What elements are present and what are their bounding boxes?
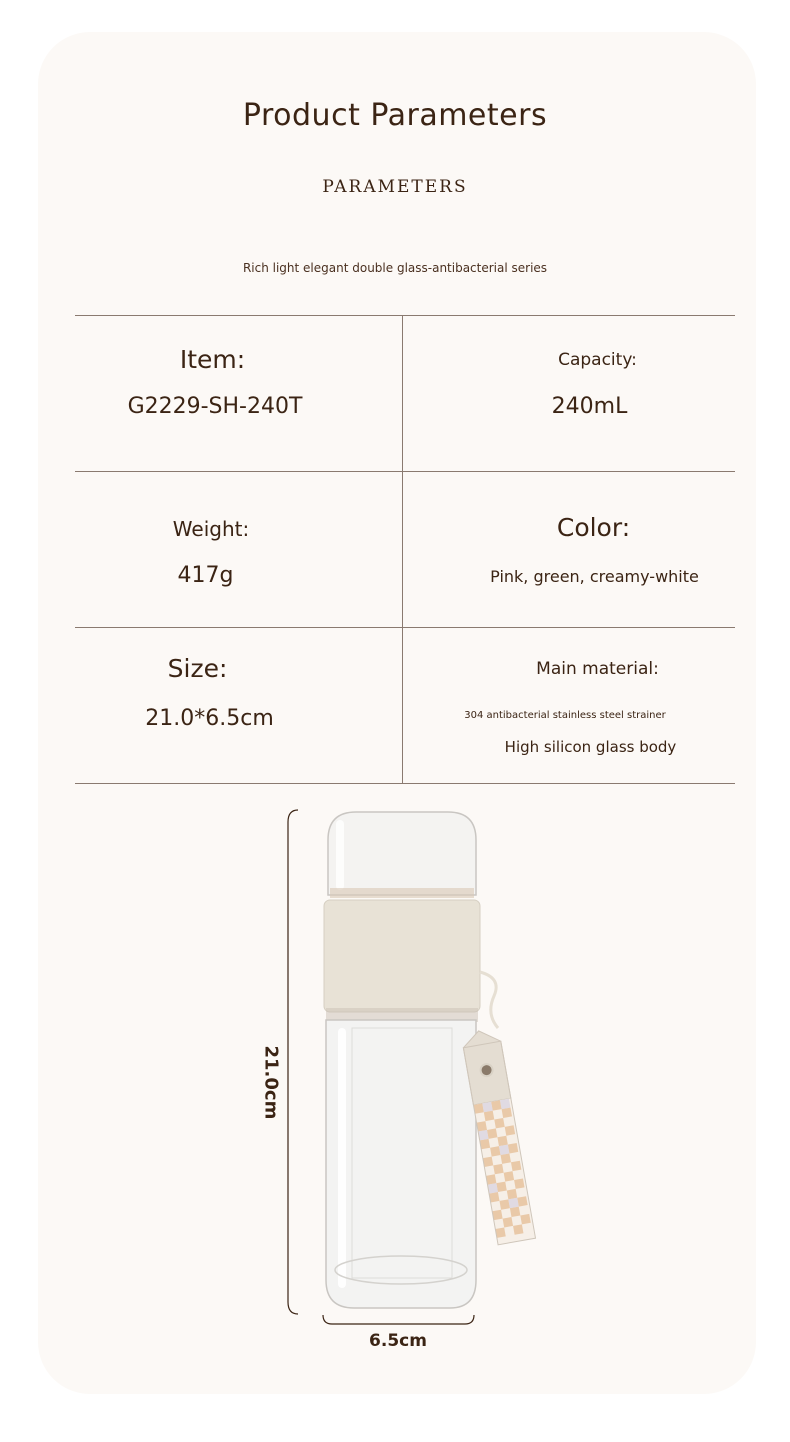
section-subtitle: PARAMETERS: [322, 177, 468, 197]
lid-highlight: [336, 820, 344, 890]
weight-label: Weight:: [172, 517, 250, 541]
glass-lid: [328, 812, 476, 895]
lid-thread: [330, 888, 474, 898]
table-rule-top: [75, 315, 735, 316]
silicone-sleeve: [324, 900, 480, 1012]
weight-value: 417g: [177, 563, 234, 588]
table-rule-row1: [75, 471, 735, 472]
height-bracket: [288, 810, 298, 1314]
capacity-label: Capacity:: [558, 350, 637, 370]
tea-bottle-illustration: [280, 800, 580, 1340]
page-title: Product Parameters: [242, 98, 548, 133]
height-dimension: 21.0cm: [260, 1045, 282, 1120]
color-label: Color:: [556, 513, 631, 542]
material-body: High silicon glass body: [504, 738, 677, 756]
capacity-value: 240mL: [551, 394, 628, 419]
glass-body: [326, 1020, 476, 1308]
series-description: Rich light elegant double glass-antibacterial series: [242, 261, 548, 275]
size-value: 21.0*6.5cm: [145, 706, 274, 731]
color-value: Pink, green, creamy-white: [490, 567, 699, 586]
strap-cord: [480, 972, 498, 1028]
size-label: Size:: [167, 654, 228, 683]
width-dimension: 6.5cm: [369, 1331, 427, 1351]
item-label: Item:: [179, 345, 246, 374]
strap-rivet: [480, 1063, 494, 1077]
table-rule-center: [402, 315, 403, 783]
material-label: Main material:: [536, 659, 659, 679]
table-rule-bottom: [75, 783, 735, 784]
item-value: G2229-SH-240T: [127, 394, 303, 419]
material-strainer: 304 antibacterial stainless steel strainer: [464, 710, 666, 721]
width-bracket: [323, 1315, 474, 1324]
table-rule-row2: [75, 627, 735, 628]
body-highlight: [338, 1028, 346, 1288]
